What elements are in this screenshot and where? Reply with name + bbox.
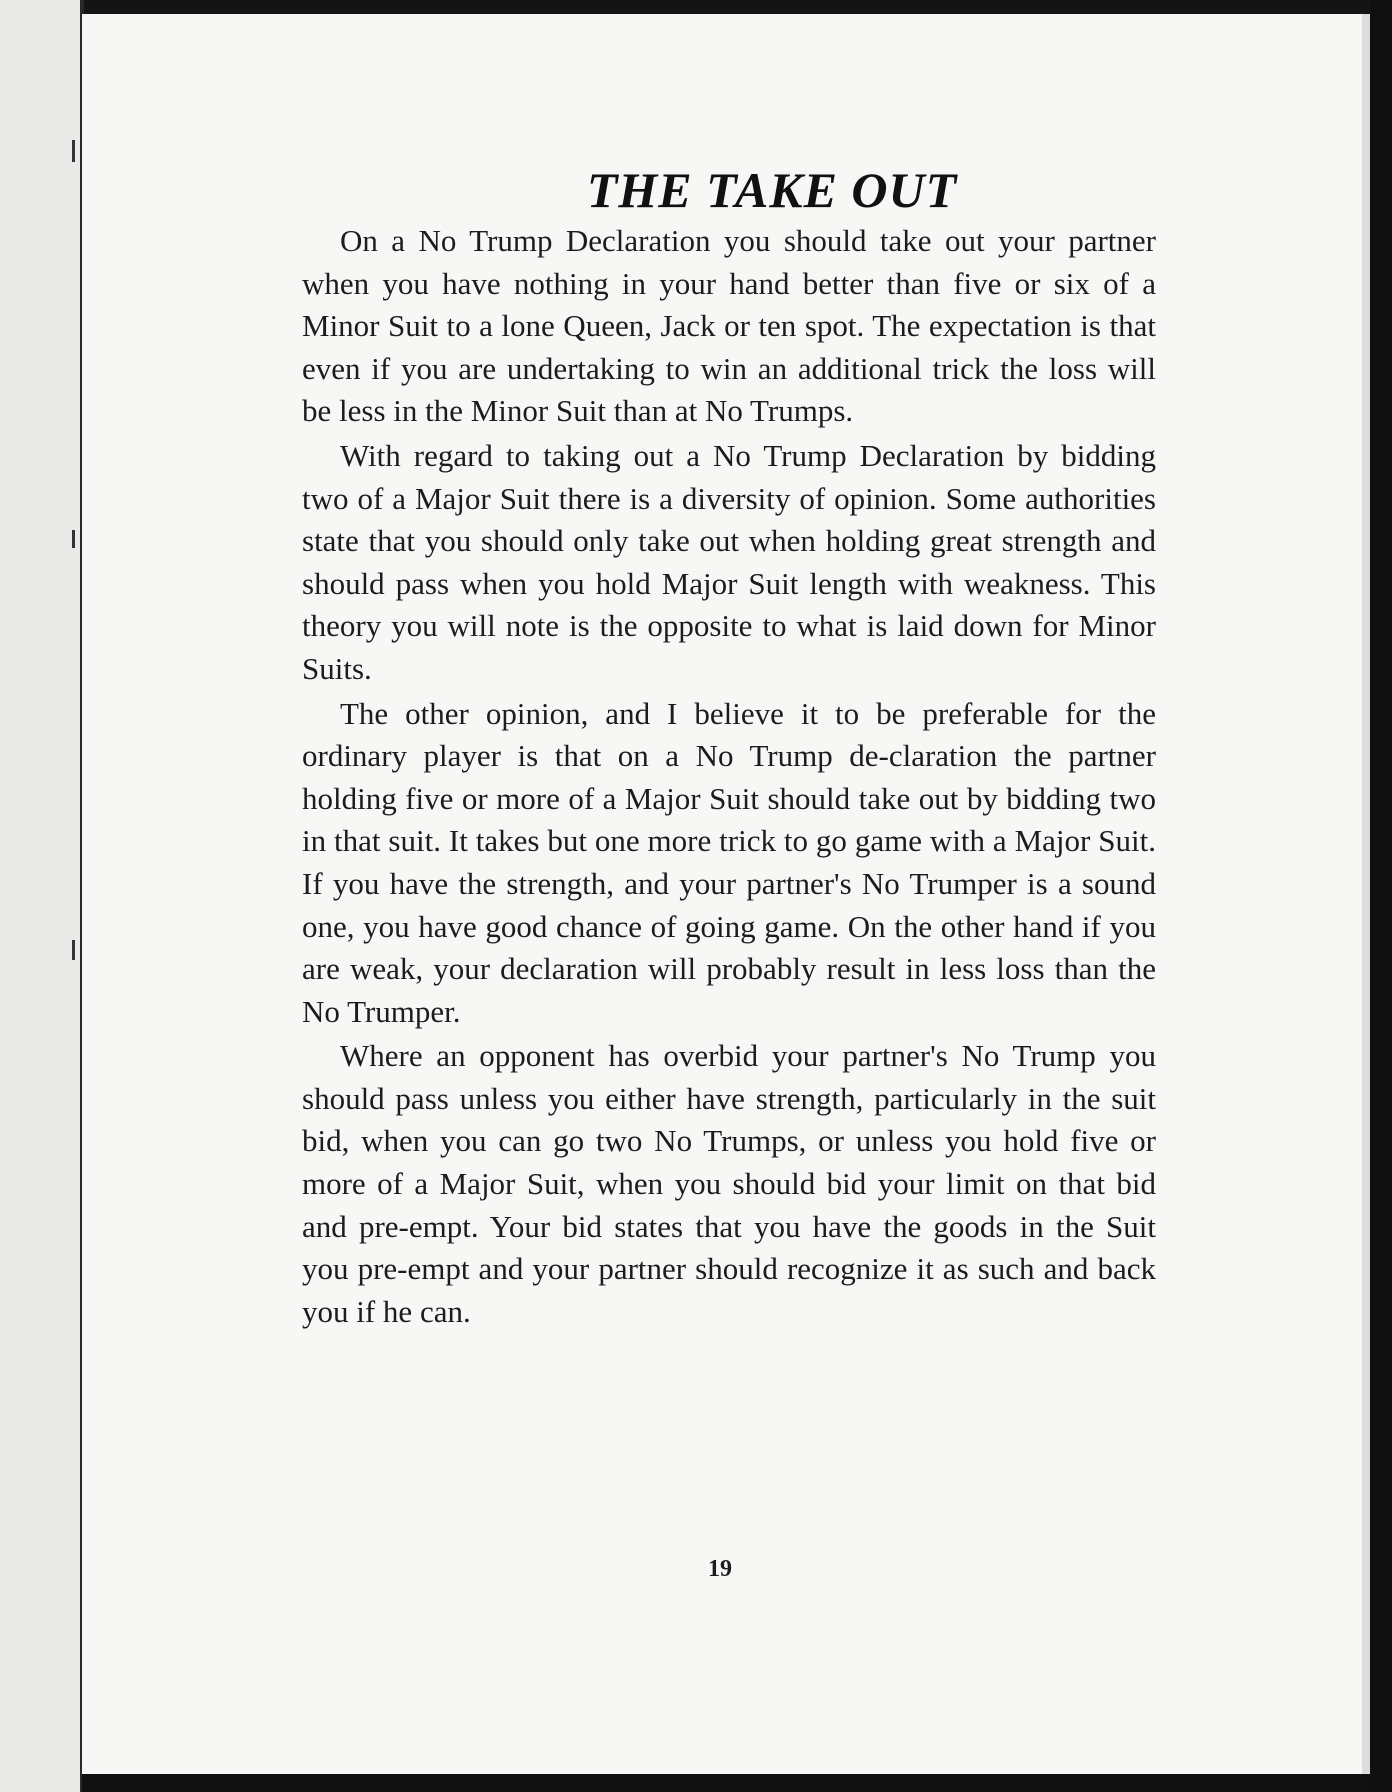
- page-right-edge: [1362, 14, 1370, 1780]
- gutter-mark: [72, 530, 75, 548]
- gutter-mark: [72, 940, 75, 960]
- page-content: [302, 160, 1156, 1333]
- paragraph: The other opinion, and I believe it to be preferable for the ordinary player is that on a No Trump de-claration the partner holding five or more of a Major Suit should take out by bidding two in that suit. It takes but one more trick to go game with a Major Suit. If you have the strength, and your partner's No Trumper is a sound one, you have good chance of going game. On the other hand if you are weak, your declaration will probably result in less loss than the No Trumper.: [302, 695, 1156, 1029]
- left-page-edge: [0, 0, 82, 1792]
- scan-border-bottom: [82, 1774, 1370, 1792]
- page-number: 19: [708, 1556, 732, 1582]
- chapter-title: THE TAKE OUT: [586, 162, 958, 218]
- paragraph: With regard to taking out a No Trump Declaration by bidding two of a Major Suit there is a diversity of opinion. Some authorities state that you should only take out when holding great strength and should pass when you hold Major Suit length with weakness. This theory you will note is the opposite to what is laid down for Minor Suits.: [302, 437, 1156, 686]
- paragraph: On a No Trump Declaration you should take out your partner when you have nothing in your hand better than five or six of a Minor Suit to a lone Queen, Jack or ten spot. The expectation is that even if you are undertaking to win an additional trick the loss will be less in the Minor Suit than at No Trumps.: [302, 223, 1156, 429]
- scan-border-right: [1370, 0, 1392, 1792]
- paragraph: Where an opponent has overbid your partner's No Trump you should pass unless you either have strength, particularly in the suit bid, when you can go two No Trumps, or unless you hold five or more of a Major Suit, when you should bid your limit on that bid and pre-empt. Your bid states that you have the goods in the Suit you pre-empt and your partner should recognize it as such and back you if he can.: [302, 1038, 1156, 1329]
- gutter-mark: [72, 140, 75, 162]
